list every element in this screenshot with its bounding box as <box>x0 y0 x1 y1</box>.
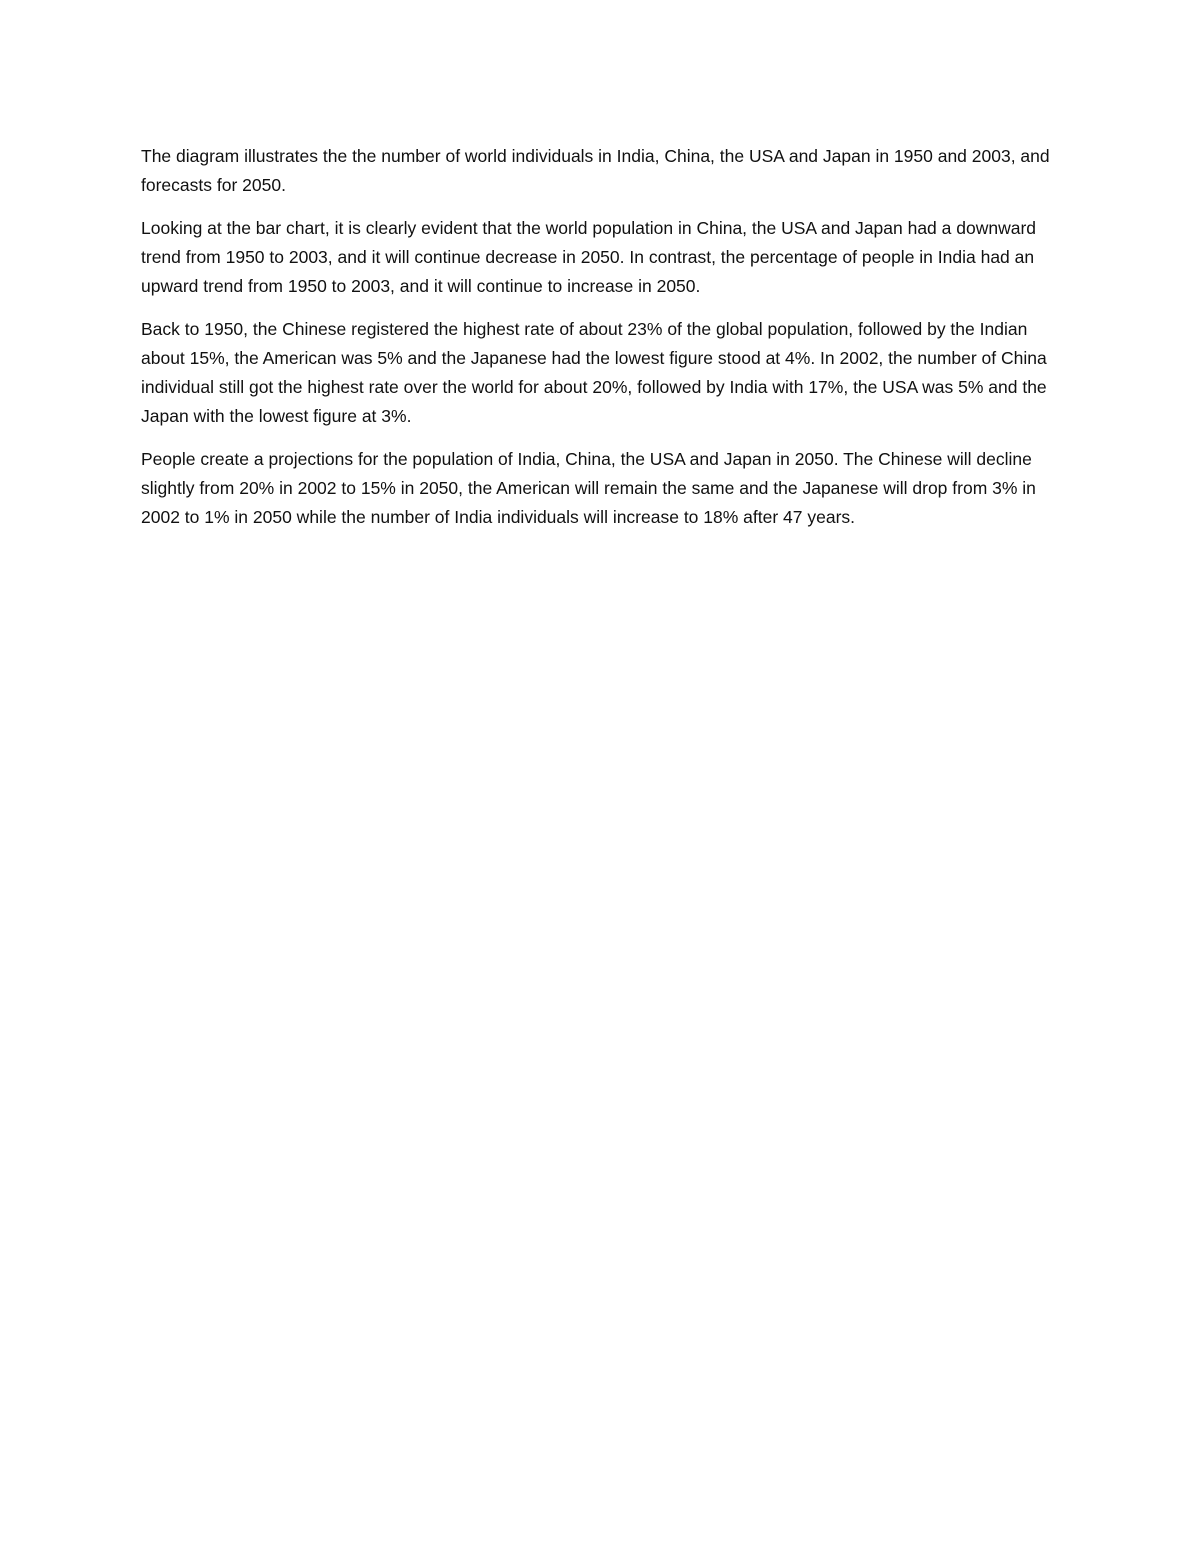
paragraph-projections-2050: People create a projections for the population of India, China, the USA and Japan in 2050. The Chinese will decline slightly from 20% in 2002 to 15% in 2050, the American will remain the same and the Japanese will drop from 3% in 2002 to 1% in 2050 while the number of India individuals will increase to 18% after 47 years. <box>141 449 1036 527</box>
paragraph-overview: Looking at the bar chart, it is clearly evident that the world population in China, the USA and Japan had a downward trend from 1950 to 2003, and it will continue decrease in 2050. In contrast, the percentage of people in India had an upward trend from 1950 to 2003, and it will continue to increase in 2050. <box>141 218 1037 296</box>
paragraph-details-1950-2002: Back to 1950, the Chinese registered the highest rate of about 23% of the global population, followed by the Indian about 15%, the American was 5% and the Japanese had the lowest figure stood at 4%. In 2002, the number of China individual still got the highest rate over the world for about 20%, followed by India with 17%, the USA was 5% and the Japan with the lowest figure at 3%. <box>141 319 1047 426</box>
paragraph-introduction: The diagram illustrates the the number of world individuals in India, China, the USA and Japan in 1950 and 2003, and forecasts for 2050. <box>141 146 1050 195</box>
document-body <box>141 142 1061 546</box>
